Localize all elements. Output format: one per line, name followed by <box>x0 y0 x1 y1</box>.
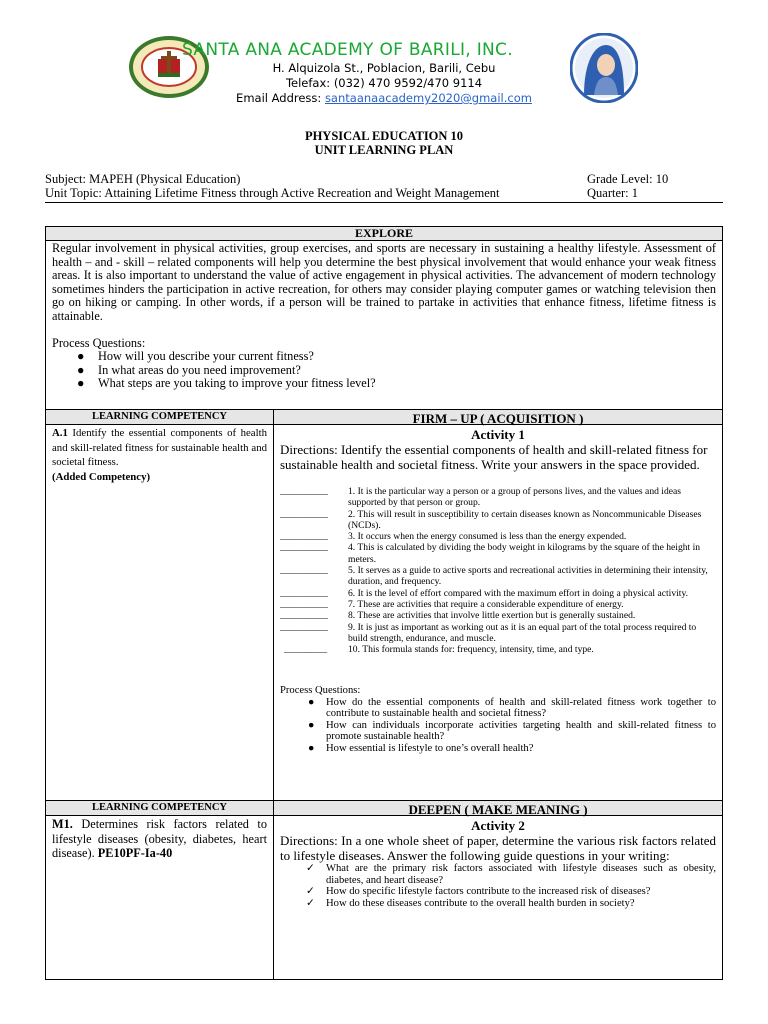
question-item: __________ 3. It occurs when the energy consumed is less than the energy expended. <box>280 531 627 543</box>
activity-1-title: Activity 1 <box>471 427 525 442</box>
explore-header <box>45 226 723 241</box>
school-address: H. Alquizola St., Poblacion, Barili, Cebu <box>272 61 496 75</box>
firmup-competency-text: A.1 Identify the essential components of health and skill-related fitness for sustainable health and societal fitness. (Added Competency) <box>52 427 267 483</box>
question-item: __________ 4. This is calculated by dividing the body weight in kilograms by the square of the height in meters. <box>280 542 701 565</box>
activity-1-process-questions <box>274 697 722 755</box>
list-item: ● In what areas do you need improvement? <box>77 362 301 377</box>
explore-body <box>45 240 723 410</box>
document-title: PHYSICAL EDUCATION 10 <box>304 129 464 143</box>
explore-paragraph: Regular involvement in physical activities, group exercises, and sports are necessary in sustaining a healthy lifestyle. Assessment of health – and - skill – related components will help you determine the best physical involvement that would enhance your weak fitness areas. It is also important to understand the value of active engagement in physical activities. The advancement of modern technology sometimes hinders the participation in active recreation, for others may consider playing computer games or watching television then go on hiking or camping. In other words, if a person will be trained to partake in activities that enhance fitness, lifetime fitness is attainable. <box>52 241 716 323</box>
list-item: ● How can individuals incorporate activities targeting health and skill-related fitness to promote sustainable health? <box>308 719 716 743</box>
school-name: SANTA ANA ACADEMY OF BARILI, INC. <box>182 40 513 60</box>
question-item: __________ 9. It is just as important as working out as it is an equal part of the total process required to build strength, endurance, and muscle. <box>280 621 697 644</box>
subject-line: Subject: MAPEH (Physical Education) <box>45 172 241 186</box>
unit-topic: Unit Topic: Attaining Lifetime Fitness through Active Recreation and Weight Management <box>45 186 500 200</box>
activity-2-questions <box>274 863 722 909</box>
question-item: __________ 2. This will result in susceptibility to certain diseases known as Noncommunicable Diseases (NCDs). <box>280 508 702 531</box>
list-item: ● What steps are you taking to improve your fitness level? <box>77 376 376 391</box>
list-item: ● How do the essential components of health and skill-related fitness work together to contribute to sustainable health and societal fitness? <box>308 696 716 720</box>
list-item: ✓ How do specific lifestyle factors contribute to the increased risk of diseases? <box>306 886 651 897</box>
question-item: __________ 7. These are activities that require a considerable expenditure of energy. <box>280 598 624 610</box>
header-divider <box>45 202 723 203</box>
question-item: __________ 8. These are activities that involve little exertion but is generally sustained. <box>280 610 636 622</box>
firmup-activity-cell <box>273 424 723 801</box>
deepen-stage-header: DEEPEN ( MAKE MEANING ) <box>273 800 723 816</box>
explore-questions <box>46 350 722 391</box>
email-link[interactable]: santaanaacademy2020@gmail.com <box>324 91 532 105</box>
firmup-competency-header: LEARNING COMPETENCY <box>45 409 274 425</box>
activity-2-title: Activity 2 <box>471 818 525 833</box>
quarter: Quarter: 1 <box>587 186 639 200</box>
email-label: Email Address: <box>236 91 325 105</box>
activity-1-directions: Directions: Identify the essential components of health and skill-related fitness for sustainable health and societal fitness. Write your answers in the space provided. <box>280 442 708 472</box>
deepen-activity-cell <box>273 815 723 980</box>
explore-process-label: Process Questions: <box>52 335 146 350</box>
school-email-line <box>0 91 768 105</box>
document-subtitle: UNIT LEARNING PLAN <box>314 143 454 157</box>
deepen-competency-text: M1. Determines risk factors related to lifestyle diseases (obesity, diabetes, heart disease). PE10PF-Ia-40 <box>52 817 267 860</box>
question-item: __________ 6. It is the level of effort compared with the maximum effort in doing a physical activity. <box>280 587 689 599</box>
grade-level: Grade Level: 10 <box>587 172 669 186</box>
question-item: __________ 5. It serves as a guide to active sports and recreational activities in determining their intensity, duration, and frequency. <box>280 565 708 588</box>
list-item: ✓ What are the primary risk factors associated with lifestyle diseases such as obesity, diabetes, and heart disease? <box>306 863 716 886</box>
question-item: _________ 10. This formula stands for: frequency, intensity, time, and type. <box>284 644 594 656</box>
deepen-competency-header: LEARNING COMPETENCY <box>45 800 274 816</box>
firmup-stage-header: FIRM – UP ( ACQUISITION ) <box>273 409 723 425</box>
deepen-competency-cell <box>45 815 274 980</box>
explore-heading: EXPLORE <box>354 226 413 240</box>
activity-2-directions: Directions: In a one whole sheet of paper, determine the various risk factors related to lifestyle diseases. Answer the following guide questions in your writing: <box>280 833 716 863</box>
firmup-competency-cell <box>45 424 274 801</box>
activity-1-process-label: Process Questions: <box>280 685 361 697</box>
school-telefax: Telefax: (032) 470 9592/470 9114 <box>285 76 483 90</box>
list-item: ● How will you describe your current fitness? <box>77 349 314 364</box>
question-item: __________ 1. It is the particular way a person or a group of persons lives, and the values and ideas supported by that person or group. <box>280 486 682 509</box>
list-item: ✓ How do these diseases contribute to the overall health burden in society? <box>306 897 635 909</box>
list-item: ● How essential is lifestyle to one’s overall health? <box>308 742 534 754</box>
virgin-mary-logo <box>570 33 638 103</box>
activity-1-items <box>274 472 722 655</box>
